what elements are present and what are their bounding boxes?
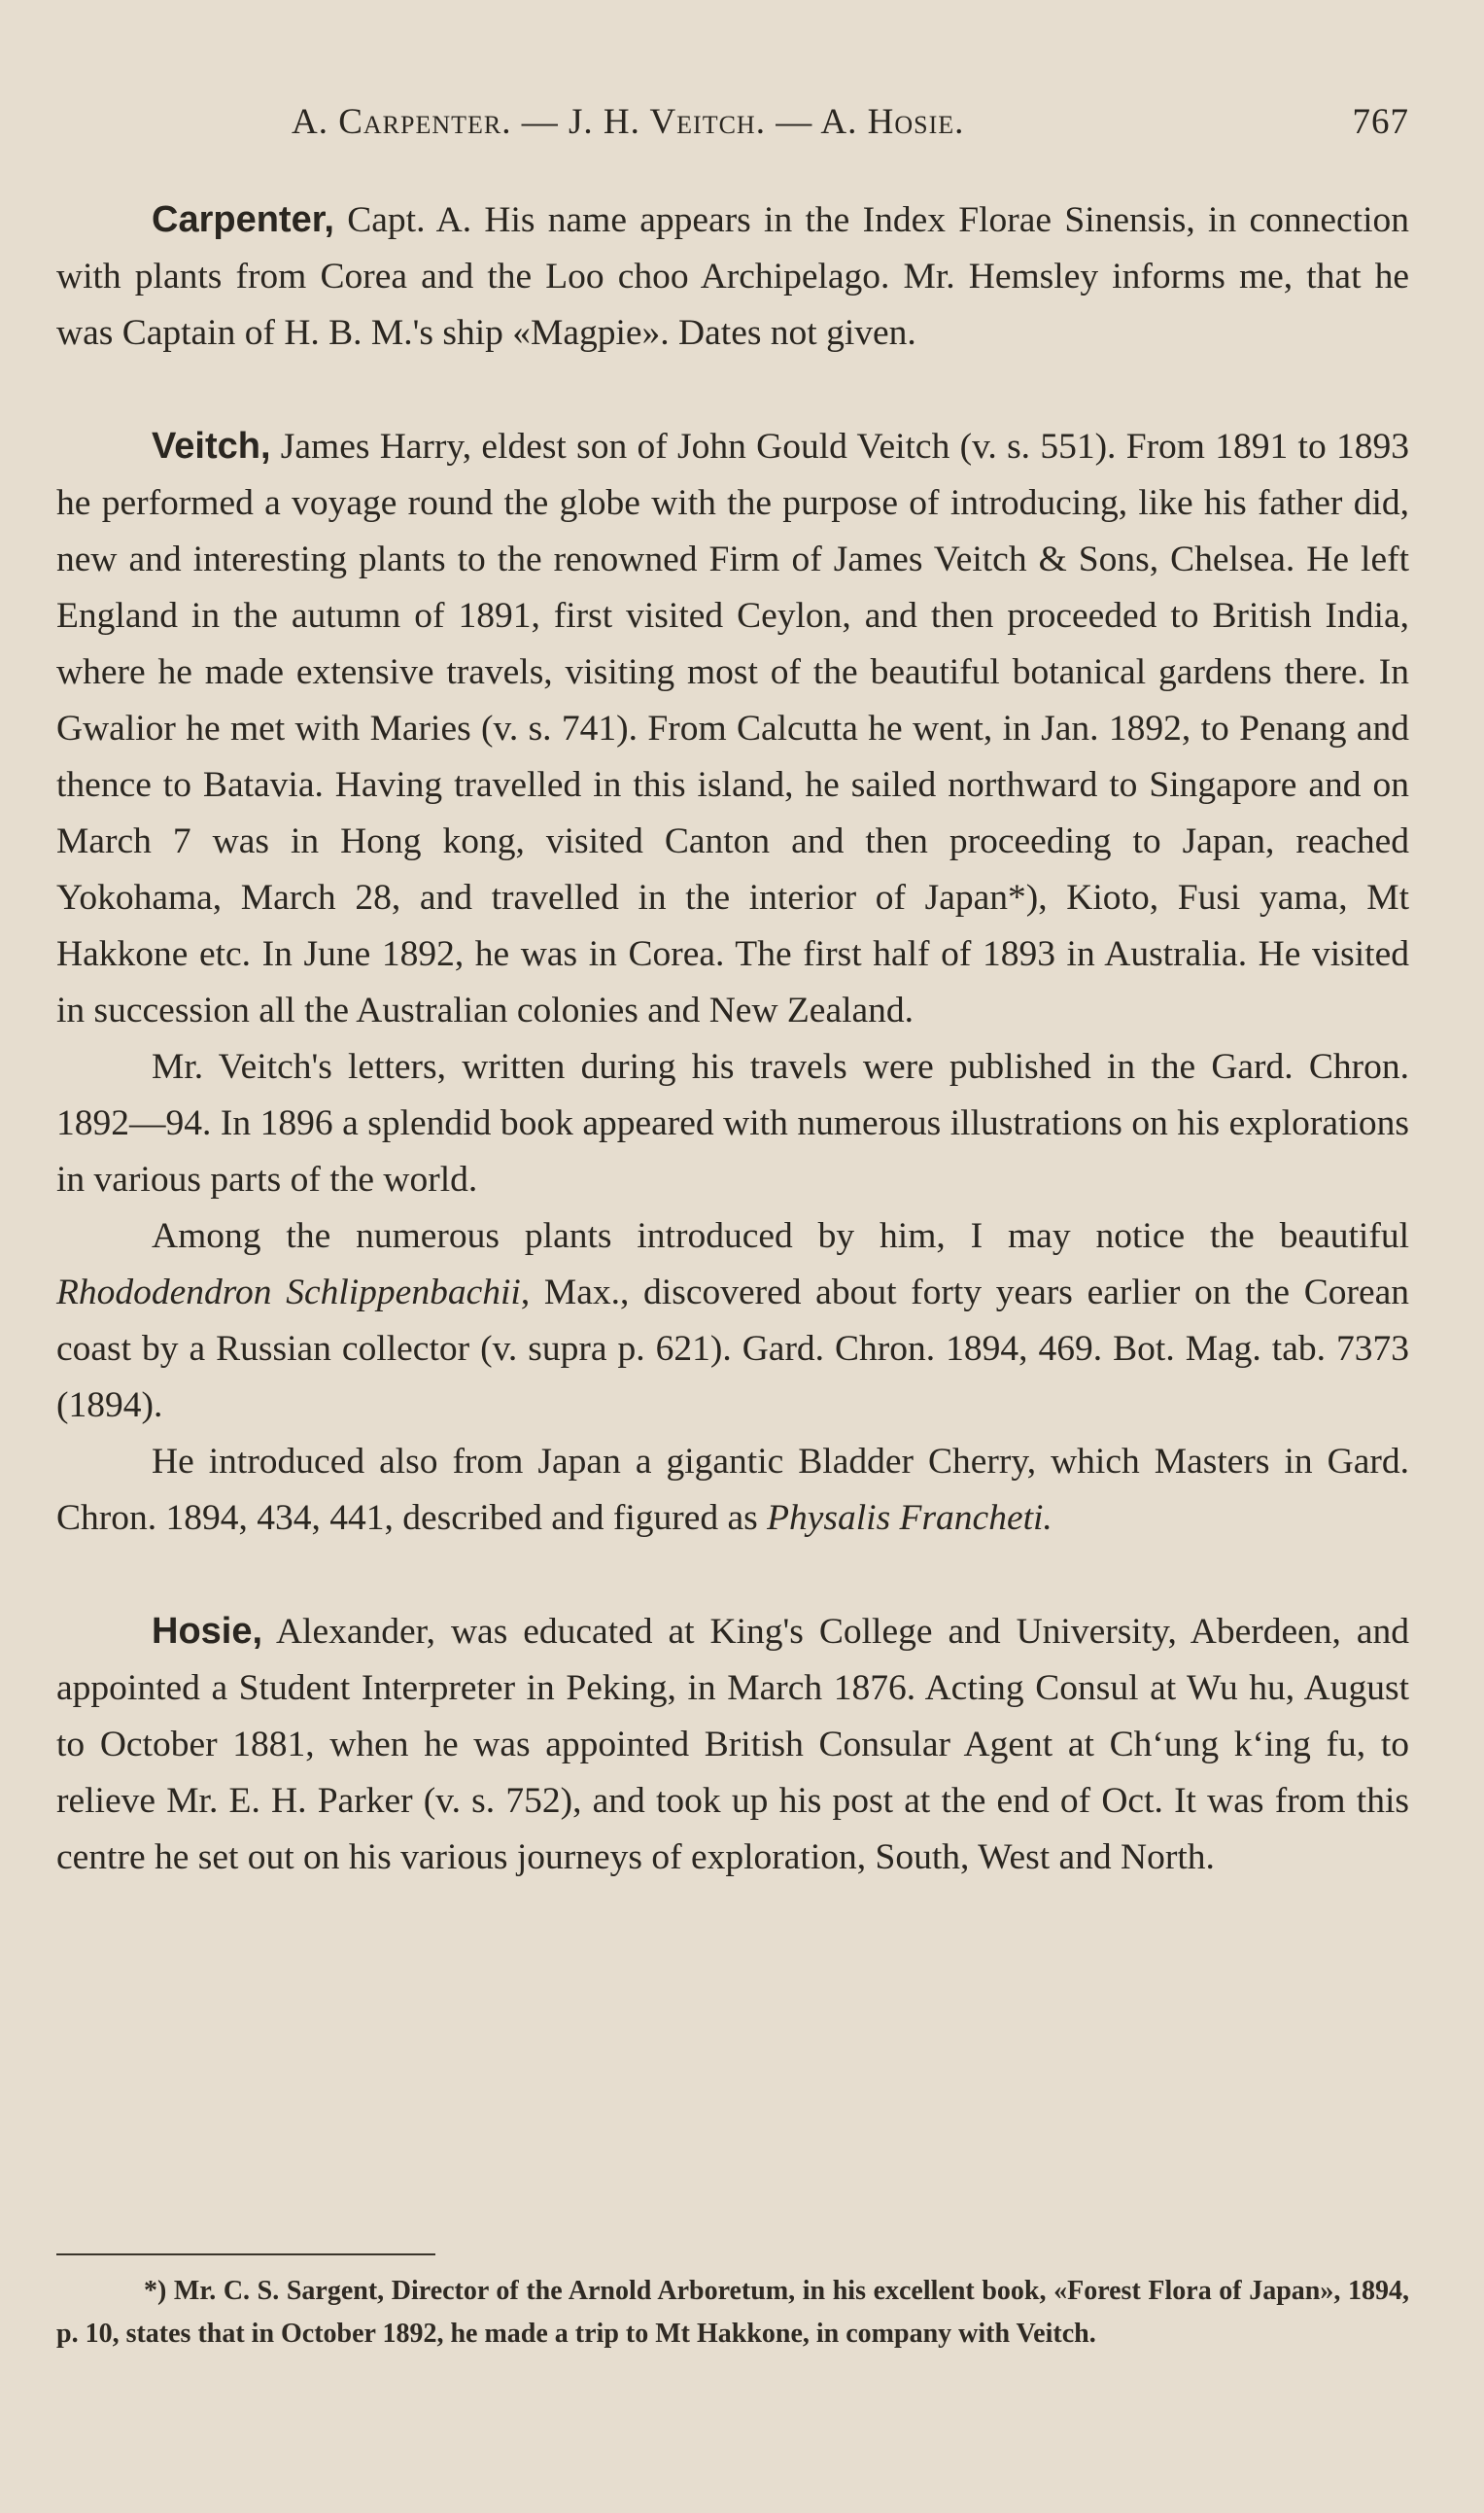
entry-paragraph: Mr. Veitch's letters, written during his travels were published in the Gard. Chron. 1892—94. In 1896 a splendid book appeared with numerous illustrations on his explorations in various parts of the world.	[56, 1047, 1409, 1200]
entry-paragraph	[56, 1434, 1409, 1547]
entry-text: James Harry, eldest son of John Gould Veitch (v. s. 551). From 1891 to 1893 he performed a voyage round the globe with the purpose of introducing, like his father did, new and interesting plants to the renowned Firm of James Veitch & Sons, Chelsea. He left England in the autumn of 1891, first visited Ceylon, and then proceeded to British India, where he made extensive travels, visiting most of the beautiful botanical gardens there. In Gwalior he met with Maries (v. s. 741). From Calcutta he went, in Jan. 1892, to Penang and thence to Batavia. Having travelled in this island, he sailed northward to Singapore and on March 7 was in Hong kong, visited Canton and then proceeding to Japan, reached Yokohama, March 28, and travelled in the interior of Japan*), Kioto, Fusi yama, Mt Hakkone etc. In June 1892, he was in Corea. The first half of 1893 in Australia. He visited in succession all the Australian colonies and New Zealand.	[56, 427, 1409, 1030]
entry-paragraph	[56, 192, 1409, 362]
entry-text: Alexander, was educated at King's College and University, Aberdeen, and appointed a Student Interpreter in Peking, in March 1876. Acting Consul at Wu hu, August to October 1881, when he was appointed British Consular Agent at Chʻung kʻing fu, to relieve Mr. E. H. Parker (v. s. 752), and took up his post at the end of Oct. It was from this centre he set out on his various journeys of exploration, South, West and North.	[56, 1612, 1409, 1877]
entry-veitch	[56, 418, 1409, 1547]
species-name: Rhododendron Schlippenbachii	[56, 1273, 521, 1312]
footnote	[56, 2270, 1409, 2356]
entry-text: Among the numerous plants introduced by him, I may notice the beautiful	[152, 1216, 1409, 1256]
entry-carpenter	[56, 192, 1409, 362]
running-head-title: A. Carpenter. — J. H. Veitch. — A. Hosie.	[292, 102, 965, 142]
entry-hosie	[56, 1603, 1409, 1886]
entry-paragraph	[56, 1208, 1409, 1434]
entry-paragraph	[56, 1603, 1409, 1886]
entry-name: Veitch,	[152, 426, 271, 467]
footnote-text: *) Mr. C. S. Sargent, Director of the Arnold Arboretum, in his excellent book, «Forest Flora of Japan», 1894, p. 10, states that in October 1892, he made a trip to Mt Hakkone, in company with Veitch.	[56, 2276, 1409, 2349]
entry-name: Hosie,	[152, 1611, 263, 1652]
entry-text: Capt. A. His name appears in the Index Florae Sinensis, in connection with plants from Corea and the Loo choo Archipelago. Mr. Hemsley informs me, that he was Captain of H. B. M.'s ship «Magpie». Dates not given.	[56, 200, 1409, 353]
running-head	[292, 101, 1409, 156]
entry-name: Carpenter,	[152, 199, 334, 240]
main-text	[56, 192, 1409, 1886]
entry-text: , Max., discovered about forty years earlier on the Corean coast by a Russian collector (v. supra p. 621). Gard. Chron. 1894, 469. Bot. Mag. tab. 7373 (1894).	[56, 1273, 1409, 1425]
entry-paragraph	[56, 418, 1409, 1039]
footnote-rule	[56, 2253, 435, 2255]
entry-text: He introduced also from Japan a gigantic Bladder Cherry, which Masters in Gard. Chron. 1894, 434, 441, described and figured as	[56, 1442, 1409, 1538]
page-number: 767	[1352, 102, 1409, 142]
species-name: Physalis Francheti.	[767, 1498, 1053, 1538]
